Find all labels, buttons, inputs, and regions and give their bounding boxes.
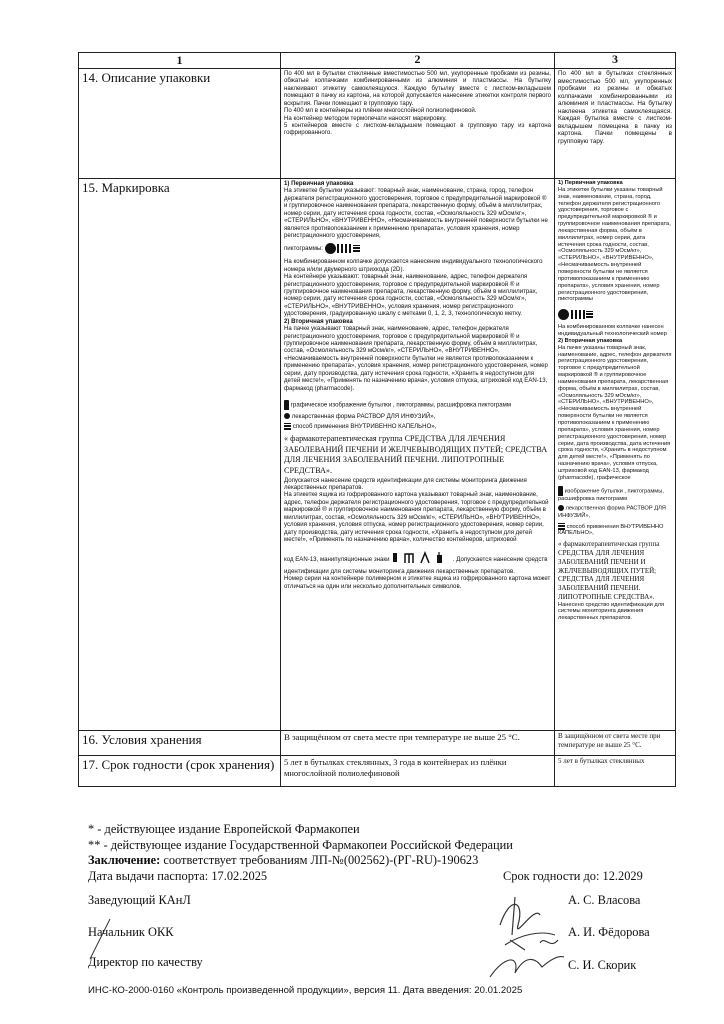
marking-spec-h1: 1) Первичная упаковка [284, 180, 354, 187]
marking-result-p6 [558, 523, 672, 538]
marking-spec-p3: На контейнере указывают: товарный знак, наименование, адрес, телефон держателя регистрационного удостоверения, торговое с предупредительной маркировкой ® и группировочное наименования препарата, лекарственную форму, объём в миллилитрах, номер серии, дату истечения срока годности, состав, «Осмоляльность 329 мОсм/кг», «СТЕРИЛЬНО», «ВНУТРИВЕННО», условия хранения, номер регистрационного удостоверения, градуированную шкалу с метками 0, 1, 2, 3, технологическую метку. [284, 273, 538, 318]
marking-spec-p2: На комбинированном колпачке допускается нанесение индивидуального технологического номера и/или двумерного штрихкода (2D). [284, 258, 543, 273]
marking-spec-p9: Допускается нанесение средств идентификации для системы мониторинга движения лекарственных препаратов. [284, 476, 527, 491]
pictogram-square-icon [353, 245, 360, 252]
marking-result-p5-text: лекарственная форма РАСТВОР ДЛЯ ИНФУЗИЙ», [558, 505, 666, 519]
marking-spec-p7 [284, 423, 551, 431]
expiry-date: Срок годности до: 12.2029 [503, 869, 643, 883]
row-title-packaging: 14. Описание упаковки [79, 69, 281, 179]
marking-result-p4 [558, 486, 672, 503]
marking-result-p3: На пачке указаны товарный знак, наименование, адрес, телефон держателя регистрационного удостоверения, торговое с предупредительной маркировкой ® и группировочное наименования препарата, лекарственная форма, объём в миллилитрах, состав, «Осмоляльность 329 мОсм/кг», «СТЕРИЛЬНО», «ВНУТРИВЕННО», «Несмачиваемость внутренней поверхности бутылки не является противопоказанием к применению препарата», условия хранения, номер регистрационного удостоверения, номер серии, дата производства, дата истечения срока годности, «Хранить в недоступном для детей месте!», «Применять по назначению врача», условия отпуска, штриховой код EAN-13, фармакод (pharmacode), графическое [558, 344, 672, 481]
marking-result-h2: 2) Вторичная упаковка [558, 337, 623, 344]
packaging-spec [281, 69, 555, 179]
signature-name-3: С. И. Скорик [568, 958, 637, 972]
marking-spec-h2: 2) Вторичная упаковка [284, 317, 353, 325]
marking-spec-p8: « фармакотерапевтическая группа СРЕДСТВА ДЛЯ ЛЕЧЕНИЯ ЗАБОЛЕВАНИЙ ПЕЧЕНИ И ЖЕЛЧЕВЫВОДЯЩИХ ПУТЕЙ; СРЕДСТВА ДЛЯ ЛЕЧЕНИЯ ЗАБОЛЕВАНИЙ ПЕЧЕНИ. ЛИПОТРОПНЫЕ СРЕДСТВА». [284, 433, 548, 475]
bottle-icon [284, 400, 289, 410]
marking-spec-p10: На этикетке ящика из гофрированного картона указывают товарный знак, наименование, адрес, телефон держателя регистрационного удостоверения, торговое с предупредительной маркировкой ® и группировочное наименования препарата, лекарственную форму, объём в миллилитрах, состав, «Осмоляльность 329 мОсм/кг», «СТЕРИЛЬНО», «ВНУТРИВЕННО», условия хранения, условия отпуска, номер регистрационного удостоверения, номер серии, дату производства, дату истечения срока годности, «Хранить в недоступном для детей месте!», «Применять по назначению врача», количество контейнеров, штриховой [284, 491, 549, 543]
packaging-result: По 400 мл в бутылках стеклянных вместимостью 500 мл, укупоренных пробками из резины и обжатых колпачками комбинированными из алюминия и пластмассы. На бутылку наклеена этикетка самоклеящаяся. Каждая бутылка вместе с листком-вкладышем помещена в пачку из картона. Пачки помещены в групповую тару. [555, 69, 676, 179]
pictogram-circle-icon [325, 243, 336, 254]
marking-spec-p5-text: графическое изображение бутылки , пиктограммы, расшифровка пиктограмм [290, 401, 511, 409]
marking-spec-p1: На этикетке бутылки указывают: товарный знак, наименование, страна, город, телефон держателя регистрационного удостоверения, торговое с предупредительной маркировкой ® и группировочное наименования препарата, лекарственную форму, объём в миллилитрах, номер серии, дату истечения срока годности, состав, «Осмоляльность 329 мОсм/кг», «СТЕРИЛЬНО», «ВНУТРИВЕННО», «Несмачиваемость внутренней поверхности бутылки не является противопоказанием к применению препарата», условия хранения, номер регистрационного удостоверения, [284, 187, 548, 239]
header-col-1: 1 [79, 53, 281, 69]
header-row [79, 53, 676, 69]
marking-result-p8: Нанесено средство идентификации для системы мониторинга движения лекарственных препаратов. [558, 601, 665, 622]
marking-spec-p11a: код EAN-13, манипуляционные знаки [284, 556, 390, 564]
row-marking [79, 179, 676, 731]
header-col-3: 3 [555, 53, 676, 69]
marking-spec-p11 [284, 551, 551, 575]
marking-result-p4-text: изображение бутылки , пиктограммы, расшифровка пиктограмм [558, 488, 664, 502]
marking-result [555, 179, 676, 731]
header-col-2: 2 [281, 53, 555, 69]
issue-date: Дата выдачи паспорта: 17.02.2025 [88, 869, 268, 883]
marking-result-pictograms [558, 309, 672, 320]
conclusion-label: Заключение: [88, 853, 161, 867]
marking-spec-p6-text: лекарственная форма РАСТВОР ДЛЯ ИНФУЗИЙ», [291, 412, 436, 420]
dosage-form-icon [558, 505, 564, 511]
marking-spec [281, 179, 555, 731]
row-title-marking: 15. Маркировка [79, 179, 281, 731]
conclusion-text: соответствует требованиям ЛП-№(002562)-(РГ-RU)-190623 [160, 853, 479, 867]
administration-route-icon [284, 423, 291, 430]
marking-result-p1: На этикетке бутылки указаны товарный знак, наименование, страна, город, телефон держателя регистрационного удостоверения, торговое с предупредительной маркировкой ® и группировочное наименования препарата, лекарственная форма, объём в миллилитрах, номер серии, дата истечения срока годности, состав, «Осмоляльность 329 мОсм/кг», «СТЕРИЛЬНО», «ВНУТРИВЕННО», «Несмачиваемость внутренней поверхности бутылки не является противопоказанием к применению препарата», условия хранения, номер регистрационного удостоверения, пиктограммы [558, 186, 671, 303]
packaging-spec-p4: 5 контейнеров вместе с листком-вкладышем помещают в групповую тару из картона гофрированного. [284, 121, 551, 137]
marking-result-p5 [558, 505, 672, 519]
conclusion [88, 853, 478, 868]
packaging-spec-p3: На контейнер методом термопечати наносят маркировку. [284, 114, 447, 122]
signature-role-2: Начальник ОКК [88, 925, 174, 939]
signature-role-1: Заведующий КАнЛ [88, 893, 191, 907]
signature-name-2: А. И. Фёдорова [568, 925, 650, 939]
row-title-shelf-life: 17. Срок годности (срок хранения) [79, 756, 281, 787]
marking-spec-p7-text: способ применения ВНУТРИВЕННО КАПЕЛЬНО», [292, 423, 437, 431]
shelf-life-spec: 5 лет в бутылках стеклянных, 3 года в контейнерах из плёнки многослойной полиолефиновой [281, 756, 555, 787]
signature-role-3: Директор по качеству [88, 955, 203, 969]
marking-result-p7: « фармакотерапевтическая группа СРЕДСТВА ДЛЯ ЛЕЧЕНИЯ ЗАБОЛЕВАНИЙ ПЕЧЕНИ И ЖЕЛЧЕВЫВОДЯЩИХ ПУТЕЙ; СРЕДСТВА ДЛЯ ЛЕЧЕНИЯ ЗАБОЛЕВАНИЙ ПЕЧЕНИ. ЛИПОТРОПНЫЕ СРЕДСТВА». [558, 540, 660, 601]
specification-table [78, 52, 676, 787]
pictogram-circle-icon [558, 309, 569, 320]
pictogram-grid-icon [571, 310, 585, 319]
footer-doc-ref: ИНС-КО-2000-0160 «Контроль произведенной продукции», версия 11. Дата введения: 20.01.2025 [88, 985, 523, 996]
shelf-life-result: 5 лет в бутылках стеклянных [555, 756, 676, 787]
marking-result-p6-text: способ применения ВНУТРИВЕННО КАПЕЛЬНО», [558, 523, 664, 537]
row-storage [79, 731, 676, 756]
marking-spec-p5 [284, 400, 551, 410]
storage-result: В защищённом от света месте при температуре не выше 25 °С. [555, 731, 676, 756]
handwritten-signature [480, 885, 570, 985]
storage-spec: В защищённом от света месте при температуре не выше 25 °С. [281, 731, 555, 756]
pictograms-label: пиктограммы: [284, 245, 324, 253]
pictogram-grid-icon [337, 244, 351, 253]
marking-spec-p4: На пачке указывают товарный знак, наименование, адрес, телефон держателя регистрационного удостоверения, торговое с предупредительной маркировкой ® и группировочное наименования препарата, лекарственную форму, объём в миллилитрах, состав, «Осмоляльность 329 мОсм/кг», «СТЕРИЛЬНО», «ВНУТРИВЕННО», «Несмачиваемость внутренней поверхности бутылки не является противопоказанием к применению препарата», условия хранения, номер регистрационного удостоверения, номер серии, дату производства, дату истечения срока годности, «Хранить в недоступном для детей месте!», «Применять по назначению врача», условия отпуска, штриховой код EAN-13, фармакод (pharmacode). [284, 325, 548, 392]
bottle-icon [558, 486, 563, 496]
signature-name-1: А. С. Власова [568, 893, 641, 907]
marking-spec-p6 [284, 413, 551, 420]
packaging-spec-p1: По 400 мл в бутылки стеклянные вместимостью 500 мл, укупоренные пробками из резины, обжатые колпачками комбинированными из алюминия и пластмассы. На бутылку наклеивают этикетку самоклеящуюся. Каждую бутылку вместе с листком-вкладышем помещают в пачку из картона, на которой допускается нанесение этикетки контроля первого вскрытия. Пачки помещают в групповую тару. [284, 70, 551, 107]
row-title-storage: 16. Условия хранения [79, 731, 281, 756]
marking-spec-p12: Номер серии на контейнере полимерном и этикетке ящика из гофрированного картона может отличаться на один или несколько дополнительных символов. [284, 575, 551, 590]
packaging-spec-p2: По 400 мл в контейнеры из плёнки многослойной полиолефиновой. [284, 107, 477, 115]
handwritten-mark [80, 915, 120, 965]
administration-route-icon [558, 523, 565, 530]
specification-table-wrapper [78, 52, 672, 787]
row-shelf-life [79, 756, 676, 787]
dosage-form-icon [284, 413, 290, 419]
marking-spec-p11b: . Допускается нанесение средств идентификации для системы мониторинга движения лекарственных препаратов. [284, 556, 548, 575]
note-ph-rf: ** - действующее издание Государственной Фармакопеи Российской Федерации [88, 838, 513, 852]
handling-signs-icon [391, 551, 451, 567]
pictogram-square-icon [586, 311, 593, 318]
note-ph-eur: * - действующее издание Европейской Фармакопеи [88, 822, 360, 836]
marking-result-h1: 1) Первичная упаковка [558, 180, 623, 186]
row-packaging [79, 69, 676, 179]
marking-result-p2: На комбинированном колпачке нанесен индивидуальный технологический номер [558, 324, 667, 338]
marking-spec-pictograms [284, 243, 551, 254]
